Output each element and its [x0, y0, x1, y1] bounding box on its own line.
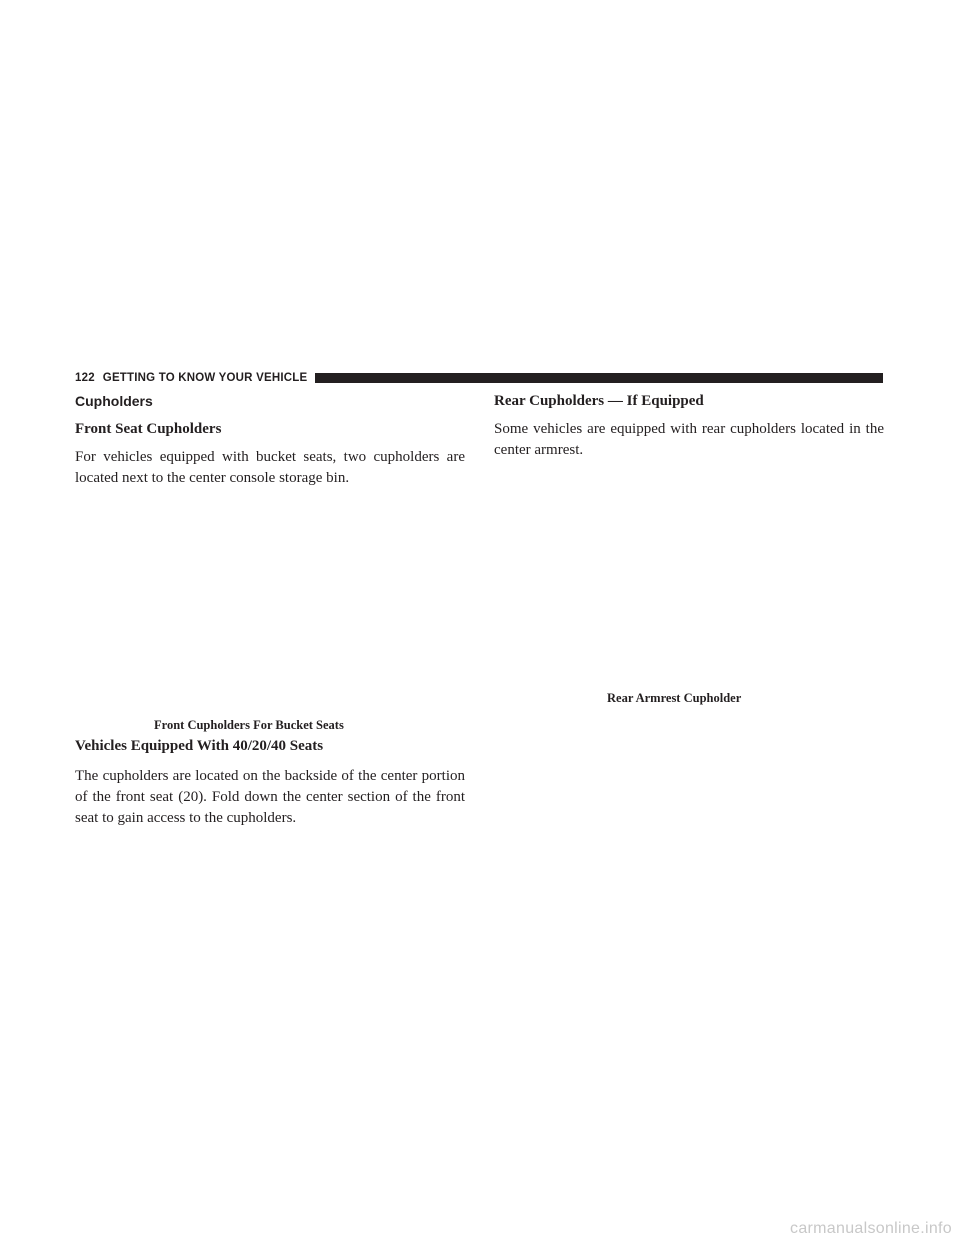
rear-cupholders-heading: Rear Cupholders — If Equipped	[494, 393, 704, 409]
rear-cupholders-body: Some vehicles are equipped with rear cupholders located in the center armrest.	[494, 421, 884, 458]
front-seat-cupholders-heading: Front Seat Cupholders	[75, 421, 222, 437]
page-number: 122	[75, 372, 95, 384]
page-header	[75, 371, 883, 385]
vehicles-404040-body: The cupholders are located on the backside of the center portion of the front seat (20). Fold down the center section of the front seat to gain access to the cupholders.	[75, 768, 465, 826]
rear-armrest-figure	[494, 469, 884, 681]
front-seat-cupholders-body: For vehicles equipped with bucket seats, two cupholders are located next to the center console storage bin.	[75, 449, 465, 486]
cupholders-heading: Cupholders	[75, 393, 153, 409]
header-rule	[315, 373, 883, 383]
section-title: GETTING TO KNOW YOUR VEHICLE	[102, 372, 308, 384]
rear-armrest-caption: Rear Armrest Cupholder	[607, 691, 742, 705]
front-cupholders-figure	[75, 497, 465, 709]
front-cupholders-caption: Front Cupholders For Bucket Seats	[154, 718, 344, 732]
vehicles-404040-heading: Vehicles Equipped With 40/20/40 Seats	[75, 738, 324, 754]
watermark: carmanualsonline.info	[790, 1220, 952, 1237]
